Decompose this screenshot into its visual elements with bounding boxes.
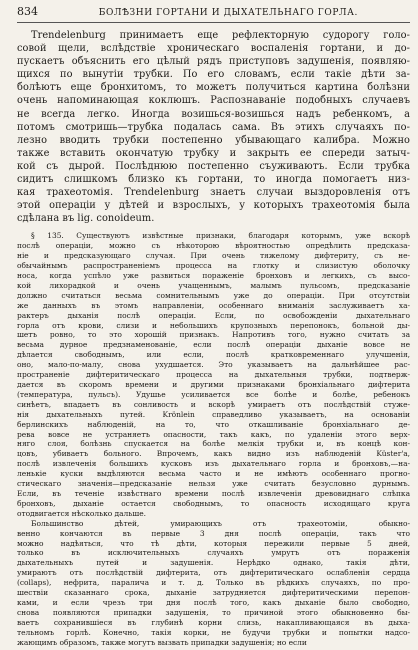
running-header bbox=[17, 5, 410, 19]
text-line: очень напоминающая коклюшъ. Распознаваніе подобныхъ случаевъ bbox=[17, 95, 410, 107]
text-line: носа, когда успѣло уже развиться пораженіе бронховъ и легкихъ, съ высо- bbox=[17, 271, 410, 281]
text-line: этой операціи у дѣтей и взрослыхъ, у которыхъ трахеотомія была bbox=[17, 200, 410, 212]
text-line: щихся по вынутіи трубки. По его словамъ, если такіе дѣти за- bbox=[17, 69, 410, 81]
text-line: тельномъ горлѣ. Конечно, такія корки, не будучи трубки и попытки надсо- bbox=[17, 627, 410, 637]
text-line: рева вовсе не устраняетъ опасности, такъ какъ, по удаленіи этого верх- bbox=[17, 429, 410, 439]
header-rule bbox=[17, 22, 410, 23]
text-line: послѣ операціи, можно съ нѣкоторою вѣроятностью опредѣлить предсказа- bbox=[17, 241, 410, 251]
text-line: Если, въ теченіе извѣстнаго времени послѣ извлеченія древовиднаго слѣпка bbox=[17, 488, 410, 498]
text-line: ваетъ сохранившіеся въ глубинѣ корни слизь, накапливающаяся въ дыха- bbox=[17, 617, 410, 627]
text-line: лезно вводить трубки постепенно убывающаго калибра. Можно bbox=[17, 134, 410, 146]
text-line: синѣетъ, впадаетъ въ сонливость и вскорѣ умираетъ отъ послѣдствій стуже- bbox=[17, 399, 410, 409]
text-line: шествіи сказаннаго срока, дыханіе затрудняется дифтеритическими перепон- bbox=[17, 588, 410, 598]
text-line: ленькіе куски выдѣляются весьма часто и не имѣютъ особеннаго прогно- bbox=[17, 469, 410, 479]
text-line: цовъ, убиваетъ больного. Впрочемъ, какъ видно изъ наблюденій Küster'а, bbox=[17, 449, 410, 459]
text-line: дыхательныхъ путей и задушенія. Нерѣдко однако, такія дѣти, bbox=[17, 558, 410, 568]
text-line: нія дыхательныхъ путей. Krönlein справедливо указываетъ, на основаніи bbox=[17, 409, 410, 419]
text-line: можно надѣяться, что тѣ дѣти, которыя пережили первые 5 дней, bbox=[17, 538, 410, 548]
text-line: кой съ дырой. Послѣднюю постепенно съуживаютъ. Если трубка bbox=[17, 160, 410, 172]
text-line: совой щели, вслѣдствіе хроническаго воспаленія гортани, и до- bbox=[17, 43, 410, 55]
text-line: также вставить окончатую трубку и закрыть ее спереди затыч- bbox=[17, 147, 410, 159]
text-line: шетъ ровно, то это хорошій признакъ. Напротивъ того, нужно считать за bbox=[17, 330, 410, 340]
text-line: берлинскихъ наблюденій, на то, что откашливаніе бронхіальнаго де- bbox=[17, 419, 410, 429]
text-line: Trendelenburg принимаетъ еще рефлекторную судорогу голо- bbox=[31, 30, 410, 41]
text-line: сдѣлана въ lig. conoideum. bbox=[17, 213, 155, 225]
text-line: оно, мало-по-малу, снова ухудшается. Это указываетъ на дальнѣйшее рас- bbox=[17, 360, 410, 370]
text-line: рактеръ дыханія послѣ операціи. Если, по освобожденіи дыхательнаго bbox=[17, 310, 410, 320]
text-line: (температура, пульсъ). Удушье усиливается все болѣе и болѣе, ребенокъ bbox=[17, 389, 410, 399]
text-line: пространеніе дифтеритическаго процесса на дыхательныя трубки, подтверж- bbox=[17, 370, 410, 380]
text-line: же данныхъ въ этомъ направленіи, особеннаго вниманія заслуживаетъ ха- bbox=[17, 300, 410, 310]
text-line: отодвигается нѣсколько дальше. bbox=[17, 508, 146, 518]
text-line: послѣ извлеченія большихъ кусковъ изъ дыхательнаго горла и бронховъ,—на- bbox=[17, 459, 410, 469]
text-line: ніе и предсказующаго случая. При очень тяжелому дифтериту, съ не- bbox=[17, 251, 410, 261]
text-line: умираютъ отъ послѣдствій дифтерита, отъ дифтеритическаго ослабленія сердца bbox=[17, 568, 410, 578]
text-line: сидитъ слишкомъ близко къ гортани, то иногда помогаетъ низ- bbox=[17, 174, 410, 186]
text-line: не всегда легко. Иногда возишься-возишься надъ ребенкомъ, а bbox=[17, 108, 410, 120]
running-title: БОЛѢЗНИ ГОРТАНИ И ДЫХАТЕЛЬНАГО ГОРЛА. bbox=[98, 8, 358, 18]
text-line: кой лихорадкой и очень учащеннымъ, малымъ пульсомъ, предсказаніе bbox=[17, 280, 410, 290]
text-line: только въ исключительныхъ случаяхъ умрутъ отъ пораженія bbox=[17, 548, 410, 558]
text-line: дѣлается свободнымъ, или если, послѣ кратковременнаго улучшенія, bbox=[17, 350, 410, 360]
paragraph-trendelenburg bbox=[17, 29, 410, 225]
text-line: (collaps), нефрита, паралича и т. д. Только въ рѣдкихъ случаяхъ, по про- bbox=[17, 578, 410, 588]
text-line: стическаго значенія—предсказаніе нельзя уже считать безусловно дурнымъ. bbox=[17, 479, 410, 489]
text-line: обычайнымъ распространеніемъ процесса на глотку и слизистую оболочку bbox=[17, 261, 410, 271]
paragraph-section-135 bbox=[17, 231, 410, 647]
text-line: жающимъ образомъ, также могутъ вызвать припадки задушенія; но если bbox=[17, 637, 307, 647]
text-line: пускаетъ объяснить его цѣлый рядъ приступовъ задушенія, появляю- bbox=[17, 56, 410, 68]
text-line: горла отъ крови, слизи и небольшихъ крупозныхъ перепонокъ, больной ды- bbox=[17, 320, 410, 330]
text-line: няго слоя, болѣзнь спускается на болѣе мелкія трубки и, въ концѣ кон- bbox=[17, 439, 410, 449]
text-line: потомъ смотришь—трубка подалась сама. Въ этихъ случаяхъ по- bbox=[17, 121, 410, 133]
text-line: должно считаться весьма сомнительнымъ уже до операціи. При отсутствіи bbox=[17, 290, 410, 300]
text-line: болѣютъ еще бронхитомъ, то можетъ получиться картина болѣзни bbox=[17, 82, 410, 94]
text-line: кая трахеотомія. Trendelenburg знаетъ случаи выздоровленія отъ bbox=[17, 187, 410, 199]
text-line: § 135. Существуютъ извѣстные признаки, благодаря которымъ, уже вскорѣ bbox=[31, 231, 410, 241]
text-line: Большинство дѣтей, умирающихъ отъ трахеотоміи, обыкно- bbox=[31, 518, 410, 528]
text-line: ками, и если чрезъ три дня послѣ того, какъ дыханіе было свободно, bbox=[17, 597, 410, 607]
text-line: снова появляются припадки задушенія, то причиной этого обыкновенно бы- bbox=[17, 607, 410, 617]
text-line: венно кончаются въ первые 3 дня послѣ операціи, такъ что bbox=[17, 528, 410, 538]
text-line: дается въ скоромъ времени и другими признаками бронхіальнаго дифтерита bbox=[17, 380, 410, 389]
text-line: бронховъ, дыханіе остается свободнымъ, то опасность исходящаго круга bbox=[17, 498, 410, 508]
text-line: весьма дурное предзнаменованіе, если послѣ операціи дыханіе вовсе не bbox=[17, 340, 410, 350]
page-number: 834 bbox=[17, 5, 38, 18]
